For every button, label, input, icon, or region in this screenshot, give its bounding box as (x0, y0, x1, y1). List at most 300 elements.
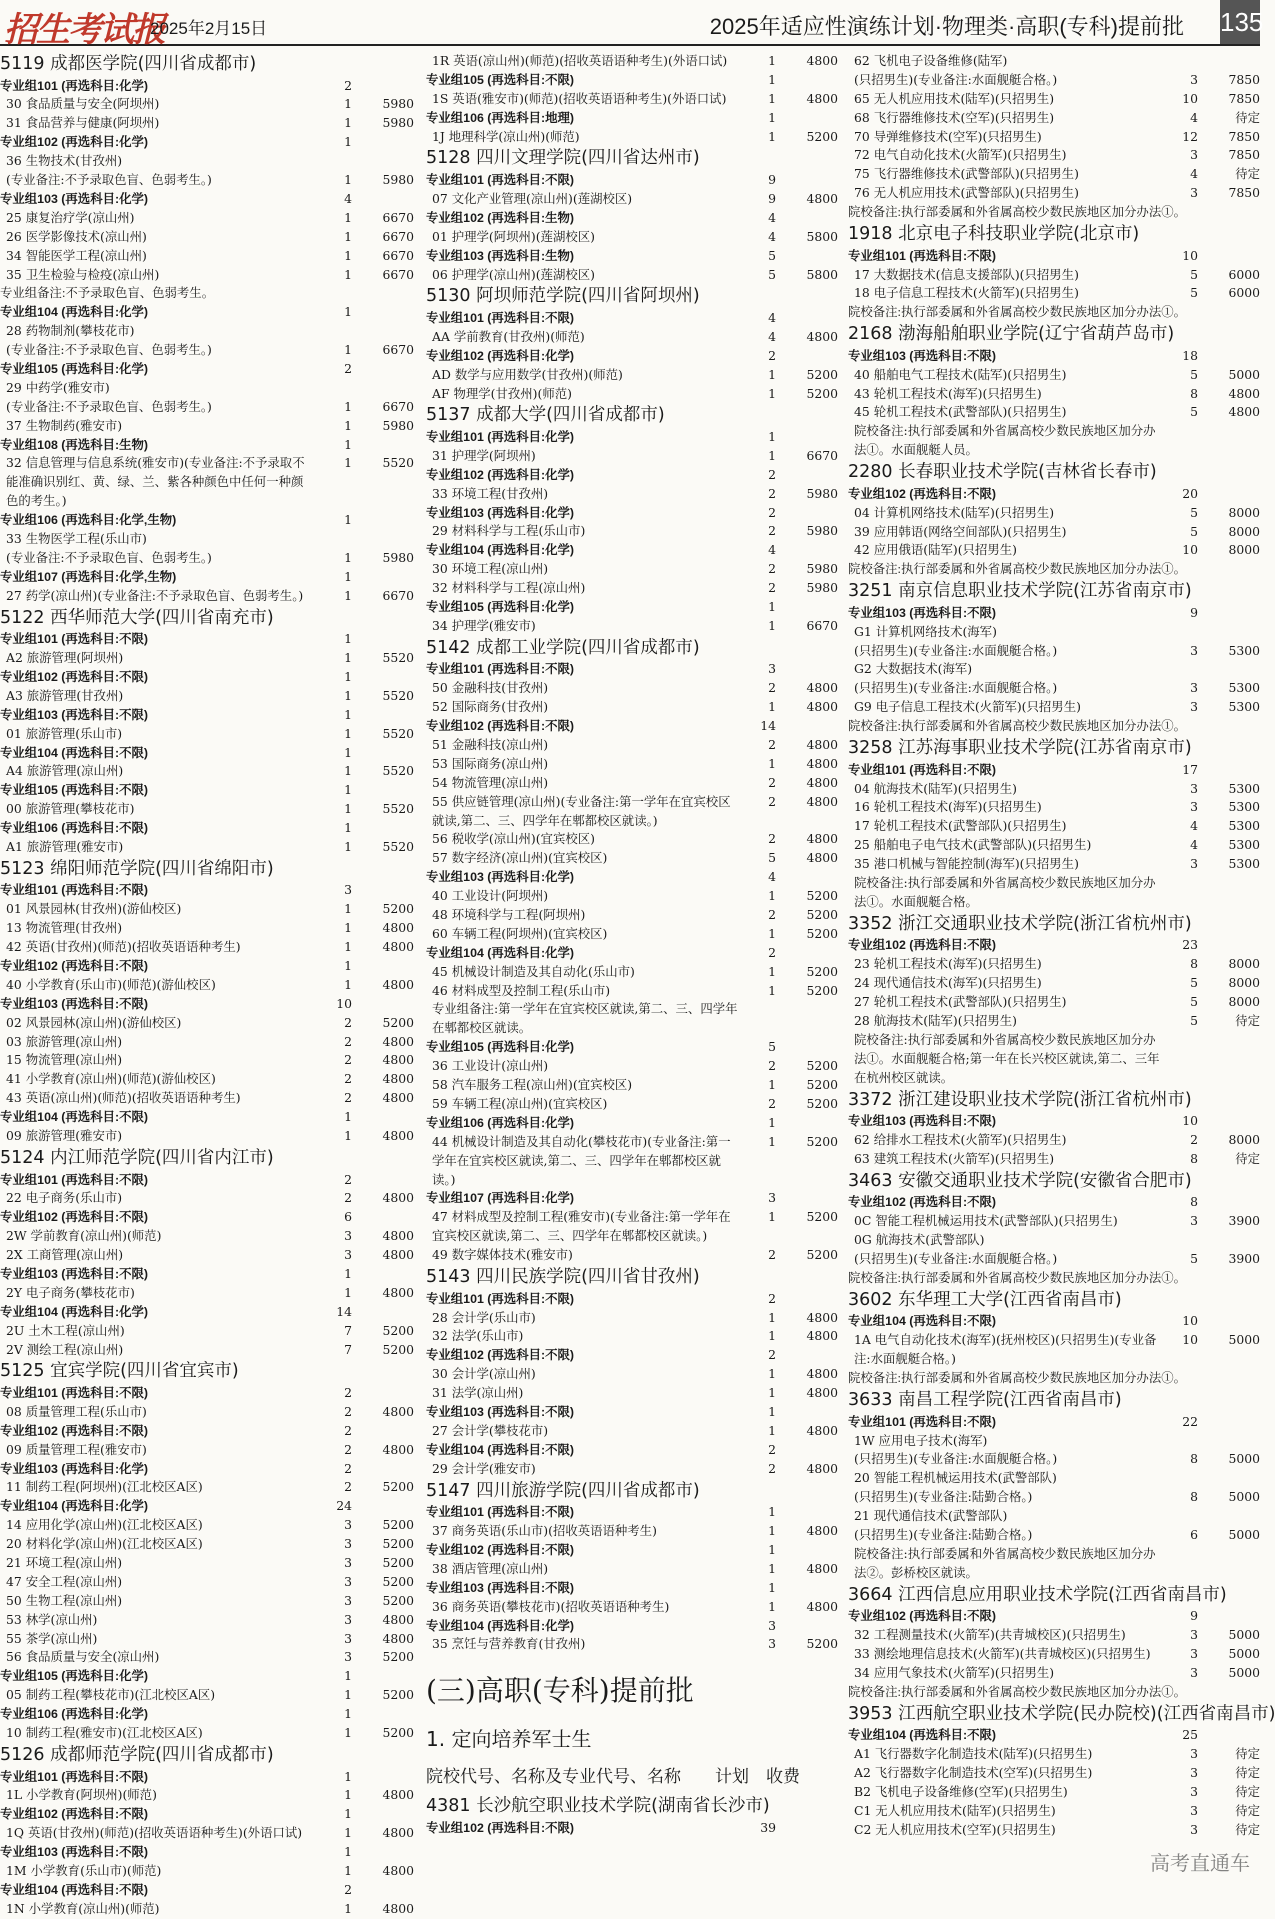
plan-count: 1 (344, 209, 352, 225)
entry-text: 1N 小学教育(凉山州)(师范) (6, 1900, 160, 1916)
major-group-row (0, 1208, 414, 1227)
tuition-fee: 8000 (1228, 504, 1260, 520)
entry-text: 31 食品营养与健康(阿坝州) (6, 115, 160, 131)
major-row (0, 1724, 414, 1743)
tuition-fee: 5300 (1228, 799, 1260, 815)
major-row (426, 560, 838, 579)
plan-count: 3 (1190, 147, 1198, 163)
entry-text: 专业组103 (再选科目:不限) (848, 348, 997, 363)
major-row (848, 52, 1260, 71)
tuition-fee: 待定 (1235, 1821, 1260, 1837)
major-group-row (426, 1114, 838, 1133)
plan-count: 1 (344, 568, 352, 584)
major-group-row (0, 1460, 414, 1479)
tuition-fee: 5200 (382, 1687, 414, 1703)
tuition-fee: 6670 (382, 209, 414, 225)
major-row (426, 1422, 838, 1441)
major-row (848, 1212, 1260, 1231)
major-row (426, 579, 838, 598)
entry-text: 专业组101 (再选科目:不限) (426, 1291, 575, 1306)
school-heading: 5122 西华师范大学(四川省南充市) (0, 607, 274, 628)
entry-text: 院校备注:执行部委属和外省属高校少数民族地区加分办法①。 (848, 1684, 1186, 1699)
plan-count: 2 (768, 466, 776, 482)
major-row (848, 1745, 1260, 1764)
major-group-row (848, 1607, 1260, 1626)
entry-text: 2U 土木工程(凉山州) (6, 1322, 125, 1338)
entry-text: 29 会计学(雅安市) (432, 1460, 536, 1476)
plan-count: 1 (344, 1862, 352, 1878)
tuition-fee: 4800 (806, 736, 838, 752)
major-row (426, 1309, 838, 1328)
major-row (848, 1821, 1260, 1840)
plan-count: 1 (344, 801, 352, 817)
major-group-row (848, 936, 1260, 955)
entry-text: 专业组103 (再选科目:不限) (0, 996, 149, 1011)
tuition-fee: 5000 (1228, 1451, 1260, 1467)
major-row (848, 1450, 1260, 1469)
plan-count: 6 (1190, 1526, 1198, 1542)
major-row (848, 1802, 1260, 1821)
plan-count: 10 (1182, 542, 1198, 558)
entry-text: G9 电子信息工程技术(火箭军)(只招男生) (854, 699, 1081, 715)
entry-text: 院校备注:执行部委属和外省属高校少数民族地区加分办法①。 (848, 205, 1186, 220)
school-heading: 4381 长沙航空职业技术学院(湖南省长沙市) (426, 1796, 770, 1817)
plan-count: 22 (1182, 1413, 1198, 1429)
tuition-fee: 5200 (382, 1322, 414, 1338)
major-row (848, 855, 1260, 874)
entry-text: 34 应用气象技术(火箭军)(只招男生) (854, 1664, 1055, 1680)
school-heading: 5143 四川民族学院(四川省甘孜州) (426, 1267, 700, 1288)
plan-count: 1 (344, 1668, 352, 1684)
tuition-fee: 5200 (382, 1341, 414, 1357)
major-row (0, 762, 414, 781)
entry-text: 院校备注:执行部委属和外省属高校少数民族地区加分办法①。 (848, 305, 1186, 320)
plan-count: 1 (344, 706, 352, 722)
tuition-fee: 5520 (382, 838, 414, 854)
major-row (848, 1469, 1260, 1488)
plan-count: 1 (768, 982, 776, 998)
major-row (0, 1246, 414, 1265)
major-row (426, 90, 838, 109)
tuition-fee: 待定 (1235, 166, 1260, 182)
note-row (848, 303, 1260, 322)
major-row (0, 209, 414, 228)
major-group-row (0, 819, 414, 838)
major-row (426, 1384, 838, 1403)
entry-text: 专业组102 (再选科目:不限) (848, 486, 997, 501)
plan-count: 5 (1190, 504, 1198, 520)
tuition-fee: 待定 (1235, 1765, 1260, 1781)
plan-count: 3 (1190, 71, 1198, 87)
entry-text: 专业组102 (再选科目:不限) (0, 669, 149, 684)
plan-count: 2 (768, 736, 776, 752)
major-group-row (848, 761, 1260, 780)
major-row (848, 71, 1260, 90)
entry-text: 院校备注:执行部委属和外省属高校少数民族地区加分办法①。水面舰艇合格;第一年在长兴校区就读,第二、三年在杭州校区就读。 (854, 1031, 1160, 1085)
entry-text: 专业组106 (再选科目:化学) (426, 1115, 575, 1130)
major-group-row (0, 1422, 414, 1441)
plan-count: 8 (1190, 1194, 1198, 1210)
major-row (848, 1764, 1260, 1783)
major-row (0, 1478, 414, 1497)
major-group-row (848, 485, 1260, 504)
entry-text: A2 飞行器数字化制造技术(空军)(只招男生) (854, 1765, 1093, 1781)
entry-text: 专业组104 (再选科目:化学) (0, 1499, 149, 1514)
tuition-fee: 5200 (382, 1479, 414, 1495)
tuition-fee: 5000 (1228, 1627, 1260, 1643)
tuition-fee: 4800 (382, 1630, 414, 1646)
plan-count: 14 (336, 1303, 352, 1319)
tuition-fee: 5520 (382, 687, 414, 703)
tuition-fee: 5980 (382, 172, 414, 188)
major-group-row (0, 1881, 414, 1900)
major-row (848, 109, 1260, 128)
plan-count: 1 (768, 1560, 776, 1576)
major-group-row (0, 1768, 414, 1787)
plan-count: 3 (1190, 1646, 1198, 1662)
entry-text: 57 数字经济(凉山州)(宜宾校区) (432, 850, 608, 866)
plan-count: 8 (1190, 1451, 1198, 1467)
major-group-row (426, 1617, 838, 1636)
major-row (0, 549, 414, 568)
major-row (848, 1526, 1260, 1545)
plan-count: 1 (768, 385, 776, 401)
major-group-row (426, 504, 838, 523)
major-row (848, 146, 1260, 165)
entry-text: 05 制药工程(攀枝花市)(江北校区A区) (6, 1687, 216, 1703)
tuition-fee: 4800 (382, 1403, 414, 1419)
plan-count: 2 (768, 347, 776, 363)
plan-count: 5 (1190, 1251, 1198, 1267)
plan-count: 1 (768, 1328, 776, 1344)
tuition-fee: 5200 (382, 1592, 414, 1608)
tuition-fee: 8000 (1228, 994, 1260, 1010)
note-row (848, 717, 1260, 736)
major-group-row (0, 133, 414, 152)
major-group-row (426, 1038, 838, 1057)
plan-count: 1 (768, 1133, 776, 1149)
plan-count: 2 (768, 1247, 776, 1263)
entry-text: 专业组103 (再选科目:化学) (426, 870, 575, 885)
major-group-row (0, 1108, 414, 1127)
tuition-fee: 4800 (382, 1611, 414, 1627)
major-row (426, 522, 838, 541)
tuition-fee: 5300 (1228, 699, 1260, 715)
major-group-row (848, 1112, 1260, 1131)
plan-count: 2 (1190, 1132, 1198, 1148)
entry-text: (专业备注:不予录取色盲、色弱考生。) (6, 342, 212, 358)
major-row (0, 838, 414, 857)
tuition-fee: 5200 (806, 963, 838, 979)
column-left (0, 52, 414, 1916)
tuition-fee: 6670 (382, 228, 414, 244)
major-row (0, 1033, 414, 1052)
tuition-fee: 5200 (806, 1247, 838, 1263)
plan-count: 1 (344, 512, 352, 528)
major-group-row (426, 541, 838, 560)
entry-text: 2Y 电子商务(攀枝花市) (6, 1284, 135, 1300)
entry-text: 36 生物技术(甘孜州) (6, 153, 123, 169)
tuition-fee: 8000 (1228, 975, 1260, 991)
entry-text: 55 供应链管理(凉山州)(专业备注:第一学年在宜宾校区就读,第二、三、四学年在郫都校区就读。) (432, 793, 731, 828)
tuition-fee: 6670 (382, 398, 414, 414)
plan-count: 2 (768, 1460, 776, 1476)
plan-count: 1 (344, 820, 352, 836)
tuition-fee: 5980 (806, 580, 838, 596)
school-heading: 5125 宜宾学院(四川省宜宾市) (0, 1361, 239, 1382)
entry-text: 专业组104 (再选科目:不限) (848, 1314, 997, 1329)
plan-count: 3 (344, 882, 352, 898)
plan-count: 1 (768, 1422, 776, 1438)
tuition-fee: 6000 (1228, 285, 1260, 301)
entry-text: 45 机械设计制造及其自动化(乐山市) (432, 963, 635, 979)
tuition-fee: 4800 (382, 1284, 414, 1300)
entry-text: (只招男生)(专业备注:水面舰艇合格。) (854, 1451, 1058, 1467)
major-row (0, 976, 414, 995)
major-row (0, 725, 414, 744)
entry-text: 专业组104 (再选科目:不限) (0, 1882, 149, 1897)
tuition-fee: 5000 (1228, 1646, 1260, 1662)
major-group-row (0, 1497, 414, 1516)
plan-count: 2 (768, 1347, 776, 1363)
major-group-row (426, 1819, 838, 1838)
tuition-fee: 4800 (382, 1247, 414, 1263)
plan-count: 1 (768, 1077, 776, 1093)
page-header (0, 0, 1264, 50)
plan-count: 17 (1182, 761, 1198, 777)
tuition-fee: 5980 (382, 417, 414, 433)
plan-count: 5 (1190, 523, 1198, 539)
entry-text: 1Q 英语(甘孜州)(师范)(招收英语语种考生)(外语口试) (6, 1825, 303, 1841)
major-row (426, 1635, 838, 1654)
major-row (426, 1133, 838, 1190)
tuition-fee: 4800 (382, 939, 414, 955)
entry-text: 14 应用化学(凉山州)(江北校区A区) (6, 1517, 203, 1533)
school-heading: 5130 阿坝师范学院(四川省阿坝州) (426, 286, 700, 307)
entry-text: 50 金融科技(甘孜州) (432, 680, 549, 696)
major-row (426, 190, 838, 209)
entry-text: 01 风景园林(甘孜州)(游仙校区) (6, 901, 182, 917)
tuition-fee: 4800 (382, 1052, 414, 1068)
tuition-fee: 待定 (1235, 1150, 1260, 1166)
plan-count: 5 (768, 850, 776, 866)
entry-text: A2 旅游管理(阿坝州) (6, 650, 124, 666)
entry-text: 院校备注:执行部委属和外省属高校少数民族地区加分办法①。水面舰艇人员。 (854, 423, 1156, 458)
entry-text: 专业组102 (再选科目:化学) (426, 467, 575, 482)
tuition-fee: 4800 (806, 1560, 838, 1576)
entry-text: 27 轮机工程技术(武警部队)(只招男生) (854, 994, 1067, 1010)
plan-count: 3 (344, 1536, 352, 1552)
tuition-fee: 7850 (1228, 90, 1260, 106)
entry-text: 26 医学影像技术(凉山州) (6, 228, 147, 244)
entry-text: 专业组102 (再选科目:生物) (426, 210, 575, 225)
plan-count: 20 (1182, 485, 1198, 501)
tuition-fee: 6670 (806, 617, 838, 633)
entry-text: 专业组102 (再选科目:化学) (0, 135, 149, 150)
note-row (848, 1683, 1260, 1702)
entry-text: 20 材料化学(凉山州)(江北校区A区) (6, 1536, 203, 1552)
plan-count: 1 (768, 1404, 776, 1419)
plan-count: 1 (768, 755, 776, 771)
plan-count: 1 (344, 1284, 352, 1300)
plan-count: 1 (768, 599, 776, 615)
entry-text: 专业组104 (再选科目:不限) (848, 1728, 997, 1743)
plan-count: 3 (1190, 1765, 1198, 1781)
plan-count: 2 (768, 831, 776, 847)
tuition-fee: 4800 (806, 1309, 838, 1325)
entry-text: 51 金融科技(凉山州) (432, 736, 549, 752)
entry-text: 21 环境工程(凉山州) (6, 1555, 123, 1571)
tuition-fee: 4800 (806, 1460, 838, 1476)
tuition-fee: 4800 (382, 1190, 414, 1206)
entry-text: 专业组101 (再选科目:不限) (848, 1414, 997, 1429)
tuition-fee: 6670 (382, 266, 414, 282)
plan-count: 7 (344, 1341, 352, 1357)
entry-text: 1S 英语(雅安市)(师范)(招收英语语种考生)(外语口试) (432, 90, 727, 106)
school-heading: 3463 安徽交通职业技术学院(安徽省合肥市) (848, 1170, 1192, 1191)
plan-count: 6 (344, 1209, 352, 1225)
plan-count: 10 (336, 995, 352, 1011)
entry-text: 31 护理学(阿坝州) (432, 447, 536, 463)
entry-text: 09 旅游管理(雅安市) (6, 1128, 123, 1144)
school-heading: 5119 成都医学院(四川省成都市) (0, 54, 257, 74)
plan-count: 1 (344, 1768, 352, 1784)
major-group-row (0, 436, 414, 455)
major-row (426, 1460, 838, 1479)
entry-text: 专业组102 (再选科目:不限) (848, 1609, 997, 1624)
plan-count: 1 (344, 1900, 352, 1916)
entry-text: 08 质量管理工程(乐山市) (6, 1403, 147, 1419)
entry-text: 专业组102 (再选科目:不限) (0, 1423, 149, 1438)
major-row (426, 1365, 838, 1384)
entry-text: 专业组102 (再选科目:不限) (0, 959, 149, 974)
entry-text: 专业组102 (再选科目:不限) (848, 1195, 997, 1210)
plan-count: 2 (344, 1441, 352, 1457)
entry-text: G2 大数据技术(海军) (854, 661, 973, 677)
entry-text: 专业组101 (再选科目:不限) (426, 173, 575, 188)
entry-text: 24 现代通信技术(海军)(只招男生) (854, 975, 1042, 991)
entry-text: 专业组105 (再选科目:不限) (426, 72, 575, 87)
major-row (0, 1014, 414, 1033)
major-group-row (426, 71, 838, 90)
plan-count: 1 (344, 631, 352, 647)
entry-text: 专业组103 (再选科目:不限) (426, 1580, 575, 1595)
plan-count: 9 (768, 172, 776, 188)
entry-text: 63 建筑工程技术(火箭军)(只招男生) (854, 1150, 1055, 1166)
tuition-fee: 5980 (806, 523, 838, 539)
major-row (0, 322, 414, 341)
entry-text: 专业组103 (再选科目:化学) (0, 1461, 149, 1476)
entry-text: 15 物流管理(凉山州) (6, 1052, 123, 1068)
note-row (0, 284, 414, 303)
major-row (0, 1516, 414, 1535)
major-group-row (426, 1541, 838, 1560)
entry-text: G1 计算机网络技术(海军) (854, 623, 997, 639)
major-group-row (848, 604, 1260, 623)
entry-text: 56 食品质量与安全(凉山州) (6, 1649, 160, 1665)
entry-text: 29 材料科学与工程(乐山市) (432, 523, 586, 539)
major-row (0, 1786, 414, 1805)
plan-count: 5 (1190, 266, 1198, 282)
tuition-fee: 5800 (806, 228, 838, 244)
plan-count: 1 (768, 1523, 776, 1539)
major-row (848, 1645, 1260, 1664)
plan-count: 25 (1182, 1727, 1198, 1743)
tuition-fee: 4800 (382, 1090, 414, 1106)
plan-count: 3 (1190, 1802, 1198, 1818)
major-row (426, 1095, 838, 1114)
entry-text: 09 质量管理工程(雅安市) (6, 1441, 147, 1457)
major-row (848, 366, 1260, 385)
entry-text: 13 物流管理(甘孜州) (6, 920, 123, 936)
major-row (848, 1231, 1260, 1250)
plan-count: 1 (344, 417, 352, 433)
plan-count: 10 (1182, 1313, 1198, 1329)
major-group-row (0, 1384, 414, 1403)
major-row (0, 1127, 414, 1146)
entry-text: 专业组101 (再选科目:不限) (0, 632, 149, 647)
tuition-fee: 5300 (1228, 780, 1260, 796)
entry-text: 36 商务英语(攀枝花市)(招收英语语种考生) (432, 1598, 670, 1614)
entry-text: 专业组102 (再选科目:化学) (426, 348, 575, 363)
entry-text: 30 食品质量与安全(阿坝州) (6, 96, 160, 112)
major-group-row (426, 944, 838, 963)
plan-count: 1 (344, 1787, 352, 1803)
major-row (848, 165, 1260, 184)
note-row (848, 1269, 1260, 1288)
entry-text: 50 生物工程(凉山州) (6, 1592, 123, 1608)
plan-count: 3 (1190, 780, 1198, 796)
entry-text: 03 旅游管理(凉山州) (6, 1033, 123, 1049)
major-row (0, 649, 414, 668)
major-row (0, 1535, 414, 1554)
tuition-fee: 5980 (382, 115, 414, 131)
tuition-fee: 5000 (1228, 1489, 1260, 1505)
major-row (426, 485, 838, 504)
major-group-row (0, 1667, 414, 1686)
tuition-fee: 5980 (382, 96, 414, 112)
tuition-fee: 4800 (806, 1598, 838, 1614)
entry-text: C2 无人机应用技术(空军)(只招男生) (854, 1821, 1056, 1837)
entry-text: 专业组102 (再选科目:不限) (426, 719, 575, 734)
entry-text: 22 电子商务(乐山市) (6, 1190, 123, 1206)
plan-count: 2 (344, 1190, 352, 1206)
note-row (848, 1369, 1260, 1388)
column-right (848, 52, 1275, 1886)
entry-text: 专业组备注:不予录取色盲、色弱考生。 (0, 286, 215, 301)
entry-text: 75 飞行器维修技术(武警部队)(只招男生) (854, 166, 1079, 182)
major-row (848, 642, 1260, 661)
plan-count: 3 (344, 1228, 352, 1244)
plan-count: 3 (344, 1611, 352, 1627)
major-group-row (848, 247, 1260, 266)
major-row (426, 1208, 838, 1246)
entry-text: 专业组103 (再选科目:化学) (426, 505, 575, 520)
major-row (426, 1246, 838, 1265)
plan-count: 1 (344, 1265, 352, 1281)
plan-count: 4 (768, 309, 776, 325)
plan-count: 8 (1190, 385, 1198, 401)
entry-text: 32 工程测量技术(火箭军)(共青城校区)(只招男生) (854, 1627, 1126, 1643)
entry-text: 49 数字媒体技术(雅安市) (432, 1247, 573, 1263)
page-number: 135 (1220, 0, 1260, 44)
plan-count: 3 (1190, 1783, 1198, 1799)
watermark: 高考直通车 (1150, 1851, 1250, 1875)
tuition-fee: 4800 (1228, 404, 1260, 420)
major-group-row (0, 881, 414, 900)
major-row (0, 1089, 414, 1108)
major-row (0, 1592, 414, 1611)
